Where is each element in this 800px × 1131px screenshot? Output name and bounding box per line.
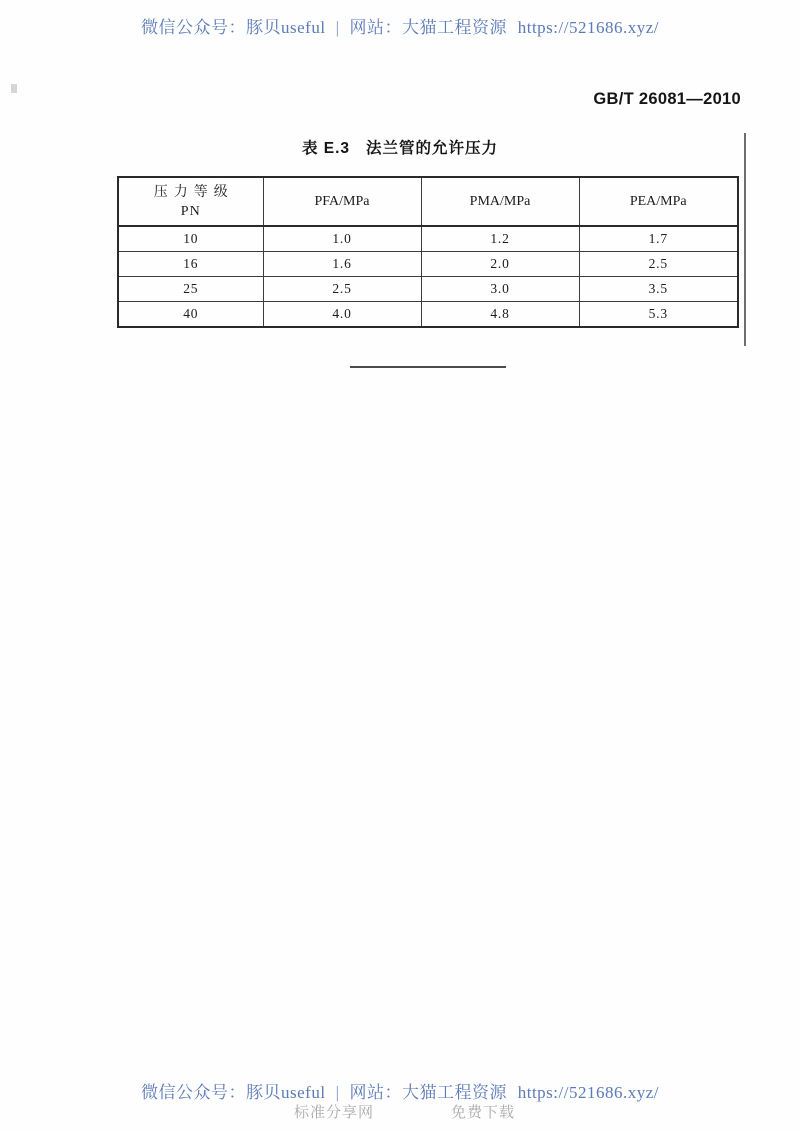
cell-pfa: 2.5 (263, 277, 421, 302)
pressure-table (117, 176, 739, 328)
cell-pn: 10 (118, 226, 263, 252)
end-of-document-rule (350, 366, 506, 368)
free-download-watermark: 免费下载 (451, 1104, 516, 1121)
separator-bar: | (335, 1083, 340, 1102)
pn-label: PN (180, 203, 201, 219)
table-row (118, 226, 738, 252)
page-edge-scan-line (744, 133, 746, 346)
pressure-class-label: 压力等级 (153, 185, 234, 201)
table-row (118, 252, 738, 277)
cell-pma: 4.8 (421, 302, 579, 328)
cell-pea: 5.3 (579, 302, 738, 328)
cell-pn: 16 (118, 252, 263, 277)
table-number-label: 表 E.3 (301, 140, 351, 157)
table-row (118, 302, 738, 328)
cell-pfa: 1.6 (263, 252, 421, 277)
table-caption: 法兰管的允许压力 (366, 140, 499, 157)
footer-promo-banner (0, 1078, 800, 1103)
cell-pn: 40 (118, 302, 263, 328)
header-promo-banner (0, 13, 800, 38)
header-cell-pn (118, 177, 263, 226)
separator-bar: | (335, 18, 340, 37)
promo-url-link[interactable]: https://521686.xyz/ (517, 1083, 659, 1102)
cell-pma: 1.2 (421, 226, 579, 252)
website-label: 网站：大猫工程资源 (349, 1083, 507, 1102)
cell-pea: 1.7 (579, 226, 738, 252)
cell-pfa: 1.0 (263, 226, 421, 252)
website-label: 网站：大猫工程资源 (349, 18, 507, 37)
cell-pea: 3.5 (579, 277, 738, 302)
scan-artifact-mark (11, 84, 17, 93)
wechat-account-label: 微信公众号：豚贝useful (141, 1083, 326, 1102)
table-row (118, 277, 738, 302)
promo-url-link[interactable]: https://521686.xyz/ (517, 18, 659, 37)
cell-pma: 2.0 (421, 252, 579, 277)
header-cell-pfa: PFA/MPa (263, 177, 421, 226)
cell-pea: 2.5 (579, 252, 738, 277)
wechat-account-label: 微信公众号：豚贝useful (141, 18, 326, 37)
share-site-watermark: 标准分享网 (294, 1104, 375, 1121)
standard-code: GB/T 26081—2010 (593, 90, 741, 108)
table-header-row (118, 177, 738, 226)
cell-pma: 3.0 (421, 277, 579, 302)
table-title (0, 136, 800, 158)
header-cell-pea: PEA/MPa (579, 177, 738, 226)
cell-pn: 25 (118, 277, 263, 302)
header-cell-pma: PMA/MPa (421, 177, 579, 226)
cell-pfa: 4.0 (263, 302, 421, 328)
